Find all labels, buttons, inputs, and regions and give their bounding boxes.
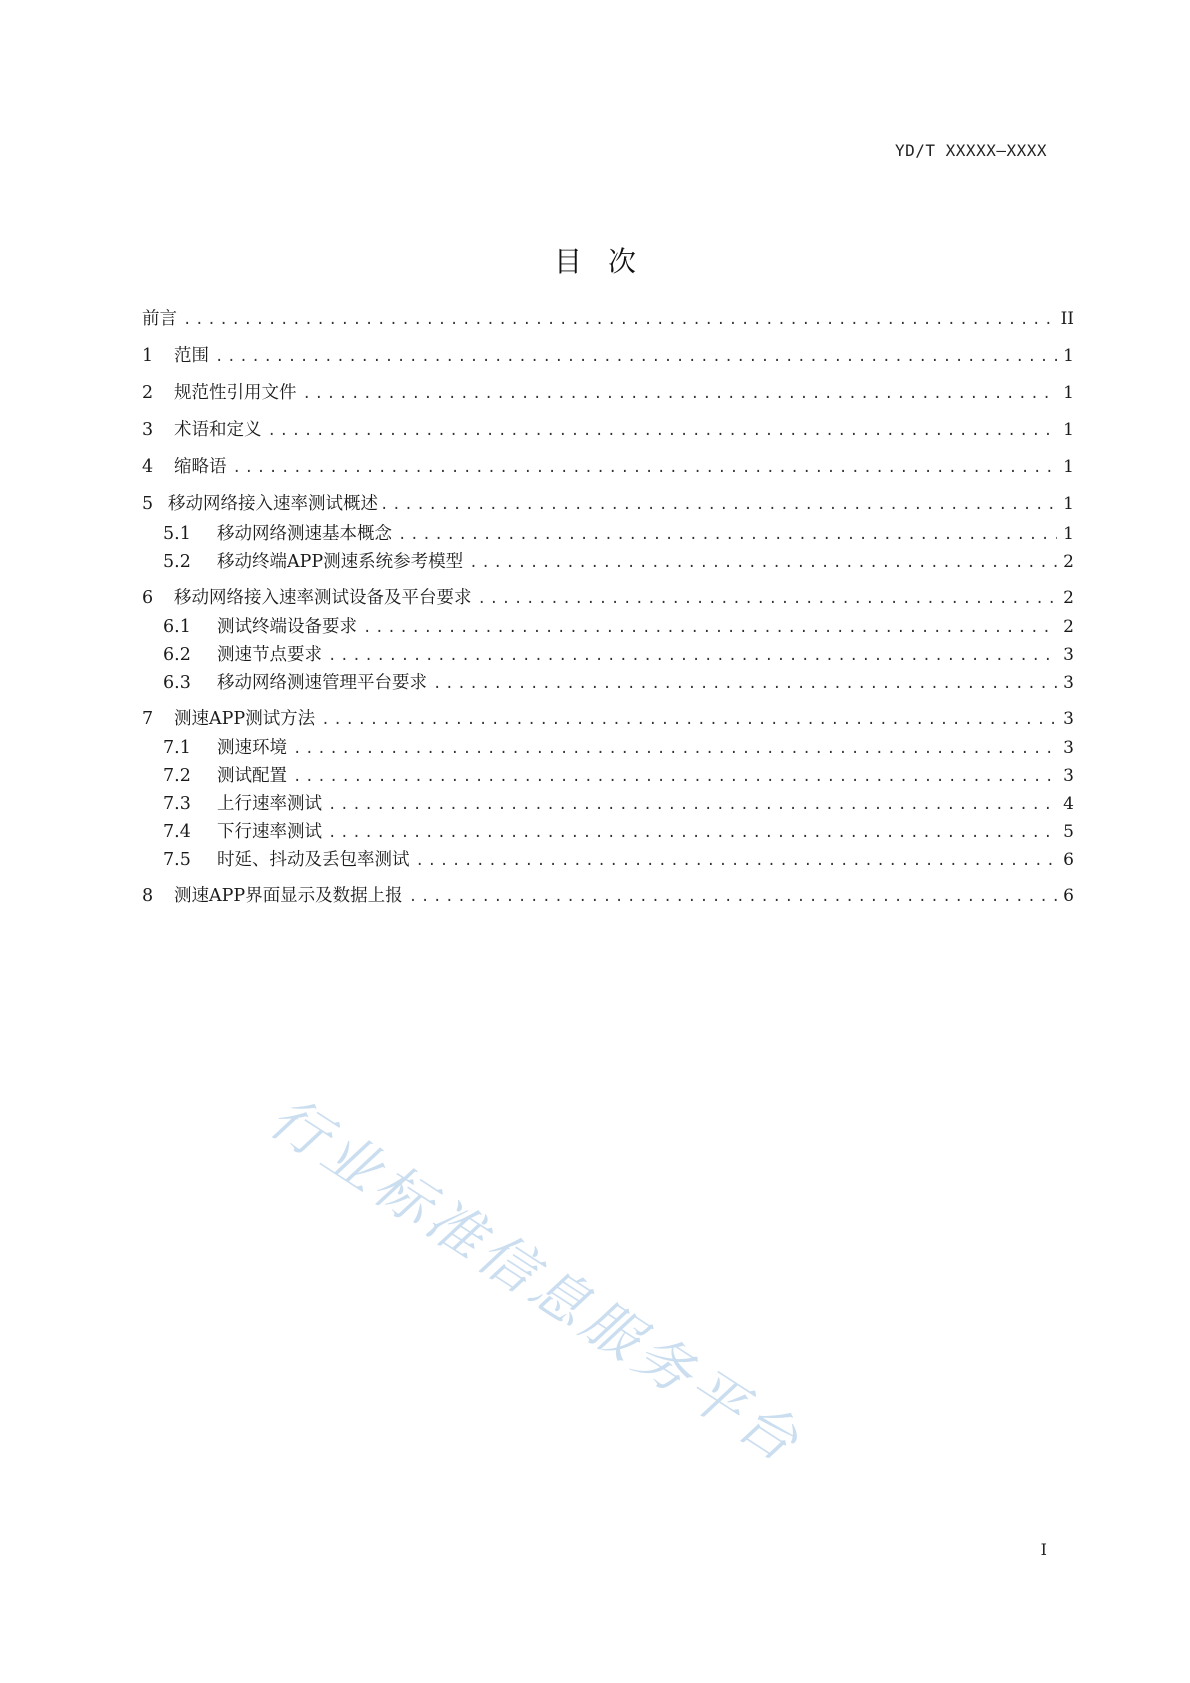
- toc-entry-page: 2: [1063, 588, 1074, 608]
- toc-entry-6-1[interactable]: [163, 615, 1074, 639]
- toc-entry-5[interactable]: [142, 492, 1074, 516]
- toc-entry-number: 7.1: [163, 738, 191, 758]
- toc-entry-foreword[interactable]: [142, 307, 1074, 331]
- toc-entry-5-2[interactable]: [163, 550, 1074, 574]
- toc-entry-6[interactable]: [142, 586, 1074, 610]
- toc-entry-number: 5.2: [163, 552, 191, 572]
- toc-entry-6-2[interactable]: [163, 643, 1074, 667]
- toc-entry-7-4[interactable]: [163, 820, 1074, 844]
- toc-entry-number: 5: [142, 494, 154, 514]
- toc-entry-label: 术语和定义: [174, 420, 262, 440]
- toc-leader-dots: [478, 587, 1058, 611]
- toc-entry-1[interactable]: [142, 344, 1074, 368]
- toc-leader-dots: [328, 793, 1057, 817]
- toc-entry-number: 7.2: [163, 766, 191, 786]
- page-number: I: [1040, 1540, 1047, 1559]
- toc-entry-page: 1: [1063, 383, 1074, 403]
- toc-entry-label: 规范性引用文件: [174, 383, 297, 403]
- toc-leader-dots: [303, 382, 1058, 406]
- toc-entry-3[interactable]: [142, 418, 1074, 442]
- toc-entry-label: 测速环境: [217, 738, 287, 758]
- toc-entry-label: 测速APP测试方法: [174, 709, 316, 729]
- toc-entry-label: 上行速率测试: [217, 794, 322, 814]
- toc-entry-number: 6.2: [163, 645, 191, 665]
- toc-entry-7-3[interactable]: [163, 792, 1074, 816]
- document-code: YD/T XXXXX—XXXX: [895, 141, 1047, 160]
- toc-entry-7-2[interactable]: [163, 764, 1074, 788]
- toc-entry-number: 6.3: [163, 673, 191, 693]
- watermark-text: 行业标准信息服务平台: [258, 1085, 814, 1478]
- toc-entry-page: 3: [1063, 738, 1074, 758]
- toc-entry-number: 5.1: [163, 524, 191, 544]
- toc-entry-page: 3: [1063, 645, 1074, 665]
- toc-entry-page: 1: [1063, 457, 1074, 477]
- toc-leader-dots: [183, 308, 1055, 332]
- toc-leader-dots: [215, 345, 1057, 369]
- toc-entry-label: 时延、抖动及丢包率测试: [217, 850, 410, 870]
- toc-entry-label: 测试终端设备要求: [217, 617, 357, 637]
- toc-entry-label: 移动网络接入速率测试设备及平台要求: [174, 588, 472, 608]
- toc-entry-label: 移动终端APP测速系统参考模型: [217, 552, 464, 572]
- toc-entry-7-5[interactable]: [163, 848, 1074, 872]
- toc-entry-number: 7: [142, 709, 154, 729]
- toc-entry-label: 测试配置: [217, 766, 287, 786]
- toc-leader-dots: [321, 708, 1057, 732]
- toc-entry-page: 4: [1063, 794, 1074, 814]
- toc-entry-page: 3: [1063, 766, 1074, 786]
- toc-entry-label: 测速APP界面显示及数据上报: [174, 886, 403, 906]
- toc-entry-number: 1: [142, 346, 154, 366]
- toc-entry-page: 1: [1063, 524, 1074, 544]
- toc-entry-page: 6: [1063, 886, 1074, 906]
- toc-entry-number: 7.3: [163, 794, 191, 814]
- toc-entry-7[interactable]: [142, 707, 1074, 731]
- toc-leader-dots: [293, 765, 1057, 789]
- toc-entry-page: 2: [1063, 617, 1074, 637]
- toc-leader-dots: [328, 821, 1057, 845]
- toc-leader-dots: [380, 493, 1057, 517]
- toc-entry-number: 6: [142, 588, 154, 608]
- toc-leader-dots: [363, 616, 1057, 640]
- toc-leader-dots: [233, 456, 1058, 480]
- toc-entry-page: 1: [1063, 494, 1074, 514]
- toc-entry-page: 2: [1063, 552, 1074, 572]
- toc-leader-dots: [409, 885, 1057, 909]
- toc-entry-page: II: [1060, 309, 1074, 329]
- toc-leader-dots: [293, 737, 1057, 761]
- toc-entry-number: 7.4: [163, 822, 191, 842]
- toc-leader-dots: [416, 849, 1058, 873]
- toc-entry-label: 前言: [142, 309, 177, 329]
- toc-entry-page: 3: [1063, 673, 1074, 693]
- toc-entry-6-3[interactable]: [163, 671, 1074, 695]
- toc-entry-7-1[interactable]: [163, 736, 1074, 760]
- toc-entry-label: 移动网络测速基本概念: [217, 524, 392, 544]
- toc-entry-page: 1: [1063, 346, 1074, 366]
- toc-entry-number: 8: [142, 886, 154, 906]
- toc-entry-label: 范围: [174, 346, 209, 366]
- toc-entry-page: 5: [1063, 822, 1074, 842]
- toc-entry-5-1[interactable]: [163, 522, 1074, 546]
- toc-leader-dots: [268, 419, 1058, 443]
- toc-leader-dots: [398, 523, 1057, 547]
- toc-entry-4[interactable]: [142, 455, 1074, 479]
- toc-entry-page: 6: [1063, 850, 1074, 870]
- toc-entry-number: 2: [142, 383, 154, 403]
- toc-leader-dots: [469, 551, 1057, 575]
- toc-entry-number: 6.1: [163, 617, 191, 637]
- toc-entry-page: 1: [1063, 420, 1074, 440]
- toc-entry-number: 3: [142, 420, 154, 440]
- toc-leader-dots: [433, 672, 1057, 696]
- toc-entry-8[interactable]: [142, 884, 1074, 908]
- toc-entry-page: 3: [1063, 709, 1074, 729]
- toc-entry-2[interactable]: [142, 381, 1074, 405]
- toc-entry-label: 移动网络接入速率测试概述: [168, 494, 378, 514]
- toc-entry-number: 4: [142, 457, 154, 477]
- toc-entry-label: 下行速率测试: [217, 822, 322, 842]
- toc-entry-label: 测速节点要求: [217, 645, 322, 665]
- toc-entry-label: 缩略语: [174, 457, 227, 477]
- toc-leader-dots: [328, 644, 1057, 668]
- toc-entry-label: 移动网络测速管理平台要求: [217, 673, 427, 693]
- toc-entry-number: 7.5: [163, 850, 191, 870]
- page-title: 目次: [553, 245, 662, 278]
